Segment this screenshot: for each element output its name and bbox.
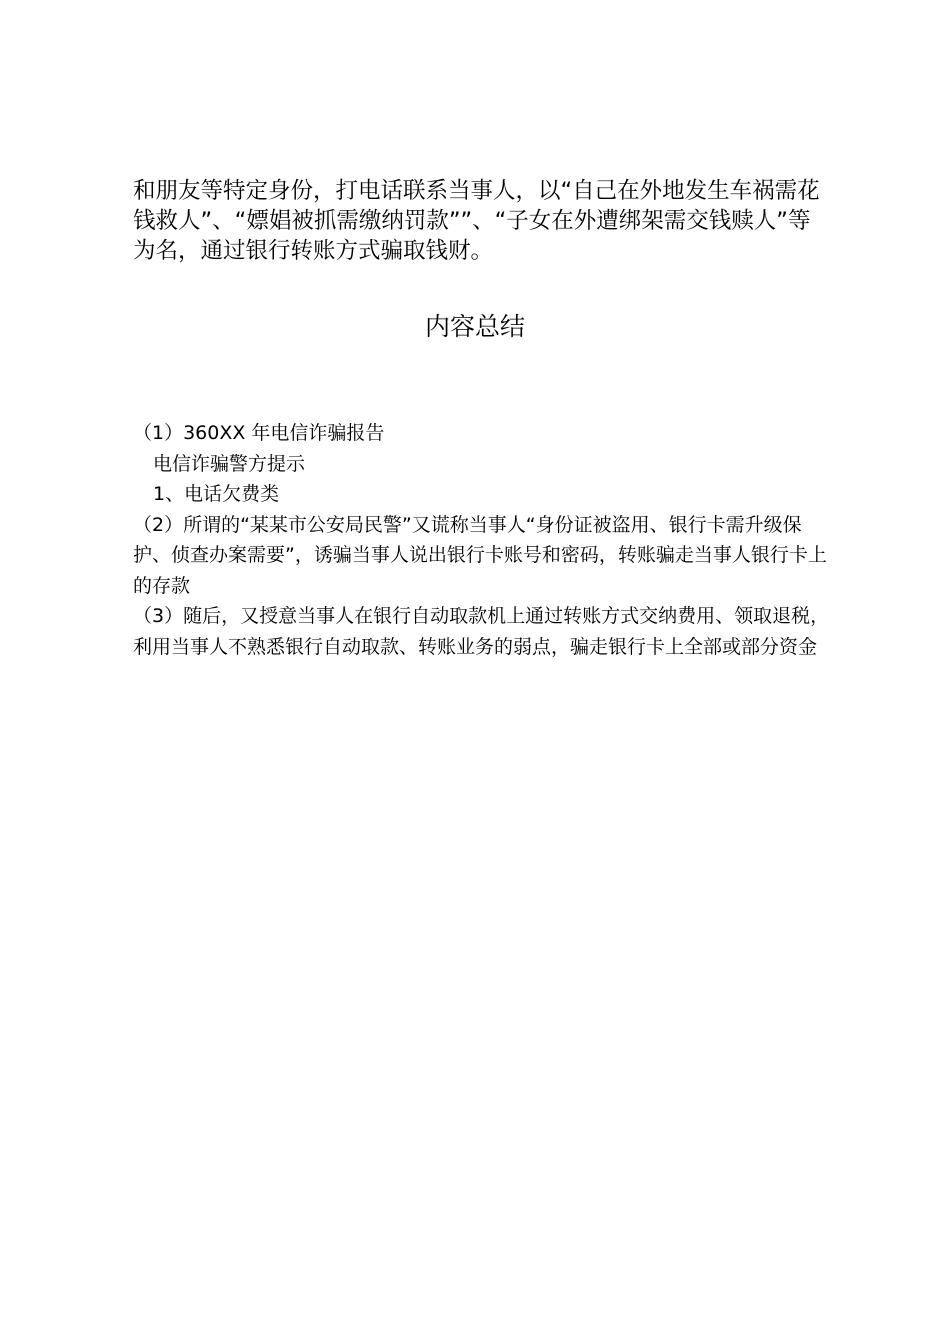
- summary-list: [133, 418, 831, 662]
- intro-paragraph: 和朋友等特定身份，打电话联系当事人，以“自己在外地发生车祸需花钱救人”、“嫖娼被抓需缴纳罚款””、“子女在外遭绑架需交钱赎人”等为名，通过银行转账方式骗取钱财。: [133, 178, 820, 264]
- summary-heading: 内容总结: [424, 312, 525, 341]
- summary-item-phone-fee: 1、电话欠费类: [153, 483, 280, 505]
- summary-item-2: （2）所谓的“某某市公安局民警”又谎称当事人“身份证被盗用、银行卡需升级保护、侦查办案需要”，诱骗当事人说出银行卡账号和密码，转账骗走当事人银行卡上的存款: [133, 513, 827, 597]
- summary-item-3: （3）随后，又授意当事人在银行自动取款机上通过转账方式交纳费用、领取退税，利用当事人不熟悉银行自动取款、转账业务的弱点，骗走银行卡上全部或部分资金: [133, 605, 830, 658]
- summary-item-1: （1）360XX 年电信诈骗报告: [133, 422, 385, 444]
- summary-item-tips: 电信诈骗警方提示: [153, 452, 306, 475]
